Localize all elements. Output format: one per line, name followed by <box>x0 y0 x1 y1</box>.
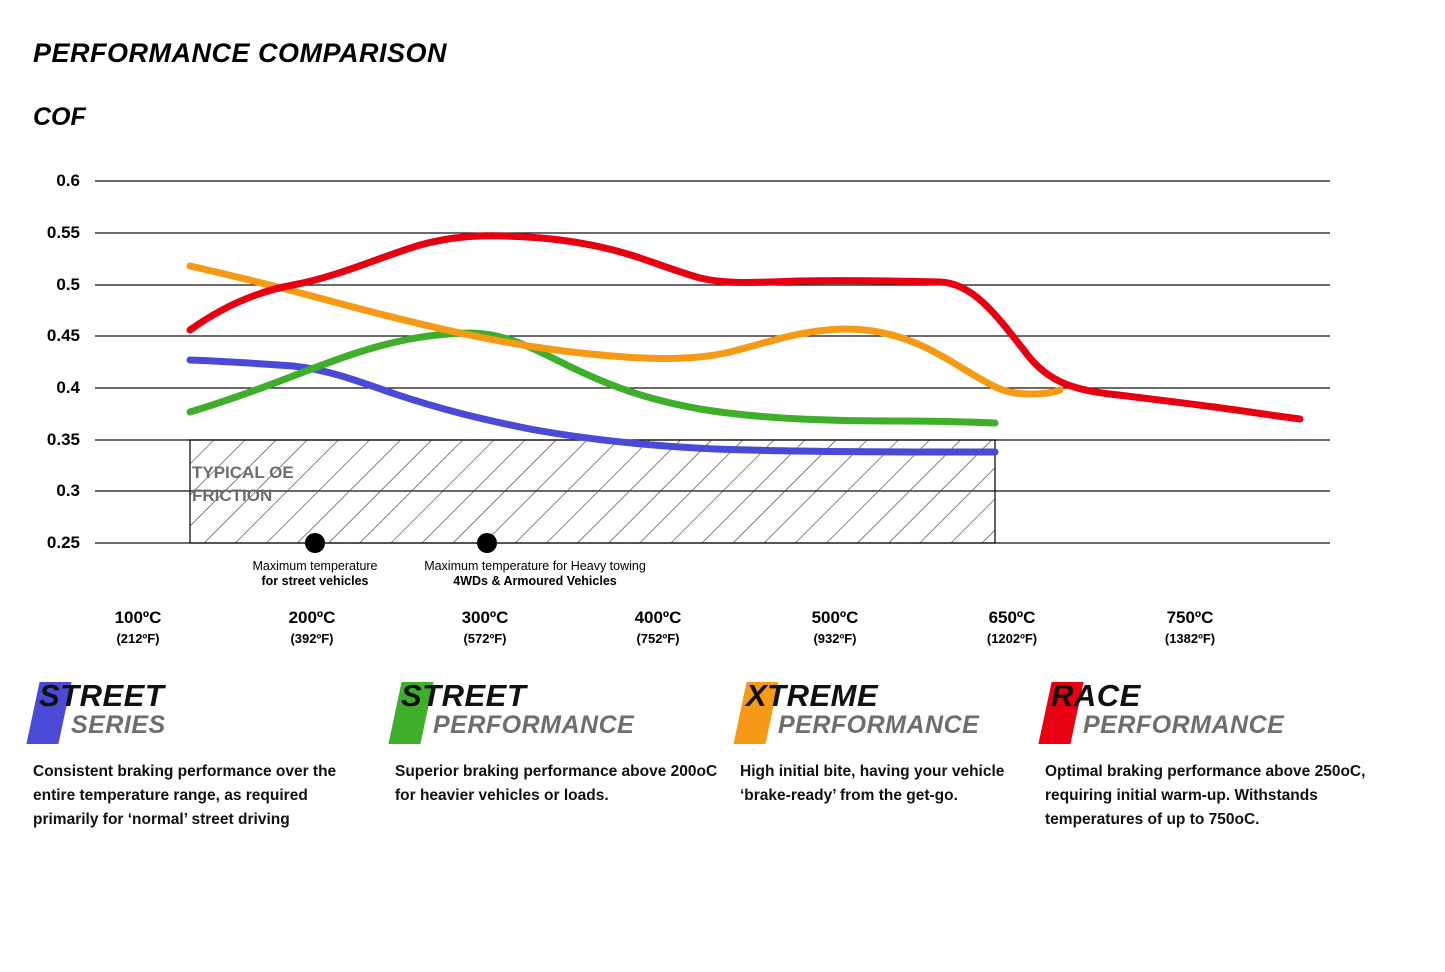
y-tick-4: 0.4 <box>56 378 80 397</box>
y-tick-0: 0.6 <box>56 171 80 190</box>
x-tick-200c <box>242 608 382 646</box>
series-line-street-performance <box>190 333 995 423</box>
x-tick-650c <box>942 608 1082 646</box>
x-tick-400c <box>588 608 728 646</box>
legend-street-performance-description: Superior braking performance above 200oC for heavier vehicles or loads. <box>395 763 718 805</box>
logo-street-performance-word1: STREET <box>401 678 527 713</box>
product-legend <box>0 680 1445 972</box>
y-tick-6: 0.3 <box>56 481 80 500</box>
logo-street-series <box>33 680 368 750</box>
typical-oe-friction-label <box>192 462 294 508</box>
x-tick-300c-f: (572ºF) <box>463 631 507 646</box>
legend-street-series-description: Consistent braking performance over the entire temperature range, as required primarily for ‘normal’ street driving <box>33 763 337 829</box>
logo-race-performance <box>1045 680 1375 750</box>
x-tick-100c-label: 100ºC <box>114 608 162 627</box>
y-tick-7: 0.25 <box>46 533 80 552</box>
y-tick-1: 0.55 <box>46 223 80 242</box>
x-tick-750c-f: (1382ºF) <box>1164 631 1216 646</box>
logo-street-performance <box>395 680 725 750</box>
x-tick-500c <box>765 608 905 646</box>
logo-street-series-word1: STREET <box>39 678 165 713</box>
x-tick-500c-f: (932ºF) <box>813 631 857 646</box>
legend-item-xtreme-performance <box>740 680 1040 808</box>
legend-item-street-performance <box>395 680 725 808</box>
annotation-heavy-towing <box>345 559 725 589</box>
x-tick-400c-f: (752ºF) <box>636 631 680 646</box>
y-tick-3: 0.45 <box>46 326 80 345</box>
annotation-heavy-towing-line1: Maximum temperature for Heavy towing <box>424 559 646 573</box>
legend-item-street-series <box>33 680 368 832</box>
x-tick-200c-f: (392ºF) <box>290 631 334 646</box>
x-tick-500c-label: 500ºC <box>811 608 859 627</box>
annotation-dot-200c <box>305 533 325 553</box>
typical-oe-friction-label-line1: TYPICAL OE <box>192 463 294 482</box>
x-tick-300c <box>415 608 555 646</box>
legend-item-race-performance <box>1045 680 1375 832</box>
x-tick-100c-f: (212ºF) <box>116 631 160 646</box>
typical-oe-friction-label-line2: FRICTION <box>192 485 273 505</box>
logo-street-performance-word2: PERFORMANCE <box>433 711 635 739</box>
annotation-dot-300c <box>477 533 497 553</box>
series-line-race-performance <box>190 236 1300 419</box>
logo-xtreme-performance <box>740 680 1040 750</box>
x-tick-750c-label: 750ºC <box>1166 608 1214 627</box>
y-tick-2: 0.5 <box>56 275 80 294</box>
x-tick-650c-label: 650ºC <box>988 608 1036 627</box>
y-axis-title: COF <box>33 103 86 131</box>
annotation-street-vehicles-line1: Maximum temperature <box>252 559 378 573</box>
logo-xtreme-performance-word1: XTREME <box>746 678 879 713</box>
logo-xtreme-performance-word2: PERFORMANCE <box>778 711 980 739</box>
x-tick-750c <box>1120 608 1260 646</box>
typical-oe-friction-band <box>190 440 995 543</box>
x-tick-400c-label: 400ºC <box>634 608 682 627</box>
x-tick-650c-f: (1202ºF) <box>986 631 1038 646</box>
annotation-street-vehicles-line2: for street vehicles <box>261 574 369 588</box>
logo-race-performance-word1: RACE <box>1051 678 1141 713</box>
legend-race-performance-description: Optimal braking performance above 250oC, requiring initial warm-up. Withstands temperatures of up to 750oC. <box>1045 763 1366 829</box>
y-tick-5: 0.35 <box>46 430 80 449</box>
page-title: PERFORMANCE COMPARISON <box>33 38 448 68</box>
x-tick-200c-label: 200ºC <box>288 608 336 627</box>
annotation-heavy-towing-line2: 4WDs & Armoured Vehicles <box>453 574 617 588</box>
logo-race-performance-word2: PERFORMANCE <box>1083 711 1285 739</box>
x-tick-100c <box>68 608 208 646</box>
legend-xtreme-performance-description: High initial bite, having your vehicle ‘brake-ready’ from the get-go. <box>740 763 1005 805</box>
logo-street-series-word2: SERIES <box>71 711 166 739</box>
x-tick-300c-label: 300ºC <box>461 608 509 627</box>
